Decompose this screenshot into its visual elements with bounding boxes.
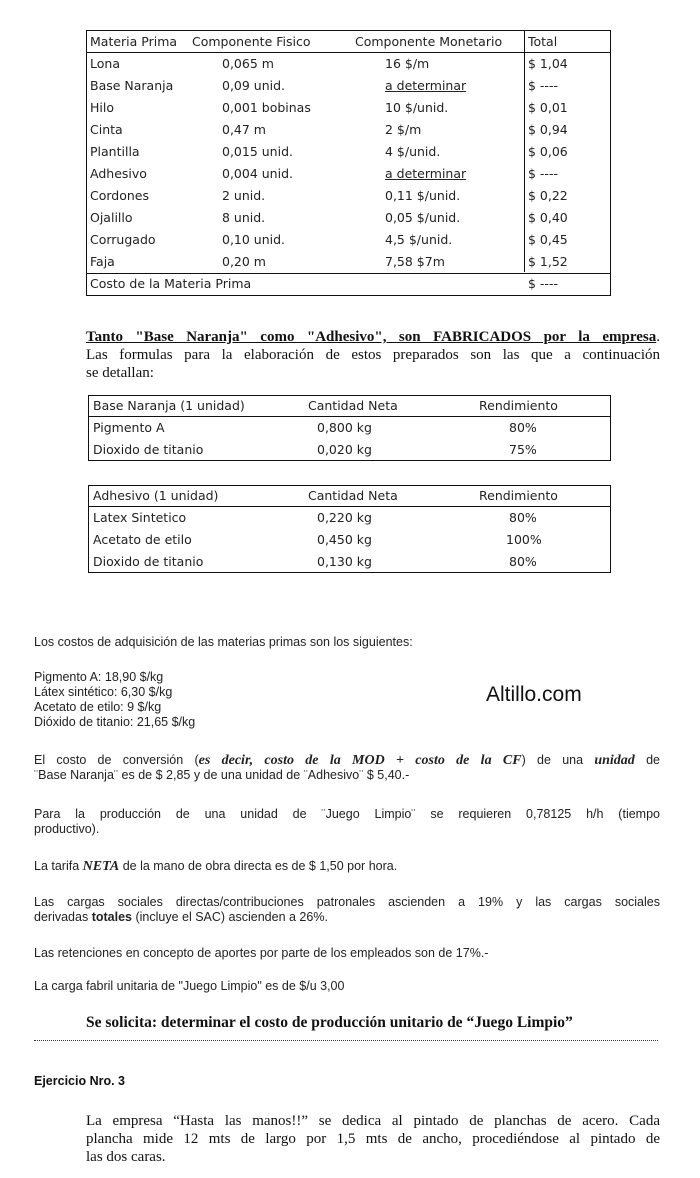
cell-total: $ 1,04 (528, 56, 568, 71)
cell-total: $ ---- (528, 78, 558, 93)
cell-materia: Base Naranja (90, 78, 174, 93)
cell-total: $ 0,06 (528, 144, 568, 159)
cell-fisico: 0,20 m (222, 254, 266, 269)
cell-item: Pigmento A (93, 420, 165, 435)
cargas-text: derivadas (34, 910, 92, 924)
ejercicio-title: Ejercicio Nro. 3 (34, 1074, 126, 1088)
cell-fisico: 8 unid. (222, 210, 266, 225)
table-row (87, 141, 610, 163)
intro-line-3: se detallan: (86, 365, 154, 381)
intro-line-1-end: . (656, 329, 660, 345)
intro-paragraph (86, 328, 660, 382)
conversion-line-1 (34, 753, 660, 768)
cell-monetario: a determinar (385, 78, 467, 93)
table-header-row (87, 31, 610, 53)
table-row (89, 417, 610, 439)
conversion-line-2: ¨Base Naranja¨ es de $ 2,85 y de una unidad de ¨Adhesivo¨ $ 5,40.- (34, 768, 410, 782)
cell-materia: Plantilla (90, 144, 140, 159)
cell-fisico: 0,001 bobinas (222, 100, 311, 115)
header-componente-monetario: Componente Monetario (355, 34, 503, 49)
list-item: Pigmento A: 18,90 $/kg (34, 670, 164, 684)
conversion-emphasis: unidad (594, 753, 635, 768)
cell-fisico: 2 unid. (222, 188, 266, 203)
watermark-text: Altillo.com (486, 683, 582, 706)
cell-rendimiento: 100% (506, 532, 542, 547)
ejercicio-line-2: plancha mide 12 mts de largo por 1,5 mts de ancho, procediéndose al pintado de (86, 1131, 660, 1147)
header-materia-prima: Materia Prima (90, 34, 178, 49)
carga-fabril-paragraph: La carga fabril unitaria de "Juego Limpio" es de $/u 3,00 (34, 979, 345, 993)
conversion-paragraph (34, 753, 660, 783)
table-row (87, 229, 610, 251)
table-row (87, 119, 610, 141)
cell-materia: Cordones (90, 188, 150, 203)
conversion-text: El costo de conversión ( (34, 753, 199, 767)
ejercicio-paragraph (86, 1112, 660, 1166)
cell-materia: Cinta (90, 122, 123, 137)
ejercicio-line-3: las dos caras. (86, 1149, 166, 1165)
cell-rendimiento: 80% (509, 554, 537, 569)
header-item: Adhesivo (1 unidad) (93, 488, 219, 503)
header-componente-fisico: Componente Fisico (192, 34, 311, 49)
ejercicio-line-1: La empresa “Hasta las manos!!” se dedica al pintado de planchas de acero. Cada (86, 1113, 660, 1129)
produccion-paragraph (34, 807, 660, 837)
solicita-heading: Se solicita: determinar el costo de producción unitario de “Juego Limpio” (86, 1014, 573, 1031)
cell-materia: Lona (90, 56, 120, 71)
cell-fisico: 0,09 unid. (222, 78, 286, 93)
table-row (87, 207, 610, 229)
cell-rendimiento: 80% (509, 420, 537, 435)
produccion-line-2: productivo). (34, 822, 100, 836)
tarifa-text: La tarifa (34, 859, 83, 873)
cell-monetario: 7,58 $7m (385, 254, 445, 269)
header-cantidad: Cantidad Neta (308, 398, 398, 413)
table-row (87, 185, 610, 207)
table-footer-row (87, 273, 610, 295)
header-item: Base Naranja (1 unidad) (93, 398, 245, 413)
cell-rendimiento: 75% (509, 442, 537, 457)
cell-materia: Hilo (90, 100, 114, 115)
cell-materia: Adhesivo (90, 166, 147, 181)
materia-prima-table (86, 30, 611, 296)
base-naranja-table (88, 395, 611, 461)
tarifa-emphasis: NETA (82, 859, 120, 874)
produccion-line-1: Para la producción de una unidad de ¨Juego Limpio¨ se requieren 0,78125 h/h (tiempo (34, 807, 660, 821)
cell-rendimiento: 80% (509, 510, 537, 525)
intro-line-2: Las formulas para la elaboración de estos preparados son las que a continuación (86, 347, 660, 363)
cell-materia: Faja (90, 254, 115, 269)
cell-fisico: 0,10 unid. (222, 232, 286, 247)
cell-monetario: 0,11 $/unid. (385, 188, 461, 203)
cell-item: Dioxido de titanio (93, 554, 204, 569)
cell-cantidad: 0,450 kg (317, 532, 372, 547)
cell-item: Dioxido de titanio (93, 442, 204, 457)
header-rendimiento: Rendimiento (479, 398, 558, 413)
cell-fisico: 0,47 m (222, 122, 266, 137)
cell-materia: Corrugado (90, 232, 156, 247)
cell-monetario: 4,5 $/unid. (385, 232, 453, 247)
cell-total: $ ---- (528, 166, 558, 181)
dotted-separator (34, 1040, 658, 1041)
table-header-row (89, 485, 610, 507)
intro-emphasis: Tanto "Base Naranja" como "Adhesivo", son FABRICADOS por la empresa (86, 329, 657, 345)
retenciones-paragraph: Las retenciones en concepto de aportes por parte de los empleados son de 17%.- (34, 946, 489, 960)
table-row (89, 507, 610, 529)
list-item: Látex sintético: 6,30 $/kg (34, 685, 173, 699)
cargas-text: (incluye el SAC) ascienden a 26%. (131, 910, 328, 924)
table-row (87, 53, 610, 75)
cell-fisico: 0,015 unid. (222, 144, 293, 159)
table-row (87, 97, 610, 119)
cell-fisico: 0,065 m (222, 56, 274, 71)
conversion-text: ) de una (521, 753, 595, 767)
table-row (87, 251, 610, 273)
cargas-paragraph (34, 895, 660, 925)
cell-cantidad: 0,130 kg (317, 554, 372, 569)
cell-item: Acetato de etilo (93, 532, 192, 547)
cell-cantidad: 0,020 kg (317, 442, 372, 457)
tarifa-paragraph (34, 859, 660, 874)
table-header-row (89, 395, 610, 417)
conversion-emphasis: es decir, costo de la MOD + costo de la CF (198, 753, 522, 768)
cell-total: $ 0,22 (528, 188, 568, 203)
list-item: Acetato de etilo: 9 $/kg (34, 700, 162, 714)
cell-total: $ 0,94 (528, 122, 568, 137)
footer-label: Costo de la Materia Prima (90, 276, 252, 291)
header-cantidad: Cantidad Neta (308, 488, 398, 503)
cargas-emphasis: totales (91, 910, 132, 924)
table-row (89, 529, 610, 551)
cell-materia: Ojalillo (90, 210, 133, 225)
header-rendimiento: Rendimiento (479, 488, 558, 503)
list-item: Dióxido de titanio: 21,65 $/kg (34, 715, 196, 729)
table-row (87, 75, 610, 97)
table-row (89, 439, 610, 461)
costos-heading: Los costos de adquisición de las materias primas son los siguientes: (34, 635, 413, 649)
header-total: Total (528, 34, 558, 49)
cell-monetario: 4 $/unid. (385, 144, 441, 159)
conversion-text: de (634, 753, 661, 767)
cell-item: Latex Sintetico (93, 510, 187, 525)
intro-line-1 (86, 328, 660, 346)
cell-monetario: 16 $/m (385, 56, 430, 71)
cell-cantidad: 0,800 kg (317, 420, 372, 435)
table-row (87, 163, 610, 185)
cell-cantidad: 0,220 kg (317, 510, 372, 525)
cell-monetario: 0,05 $/unid. (385, 210, 461, 225)
footer-total: $ ---- (528, 276, 558, 291)
cell-monetario: 2 $/m (385, 122, 422, 137)
cell-monetario: 10 $/unid. (385, 100, 449, 115)
cell-fisico: 0,004 unid. (222, 166, 293, 181)
cell-total: $ 1,52 (528, 254, 568, 269)
cell-total: $ 0,01 (528, 100, 568, 115)
tarifa-text: de la mano de obra directa es de $ 1,50 por hora. (119, 859, 398, 873)
cell-monetario: a determinar (385, 166, 467, 181)
cell-total: $ 0,40 (528, 210, 568, 225)
adhesivo-table (88, 485, 611, 573)
cargas-line-2 (34, 910, 660, 925)
cargas-line-1: Las cargas sociales directas/contribuciones patronales ascienden a 19% y las cargas sociales (34, 895, 660, 909)
table-row (89, 551, 610, 573)
cell-total: $ 0,45 (528, 232, 568, 247)
